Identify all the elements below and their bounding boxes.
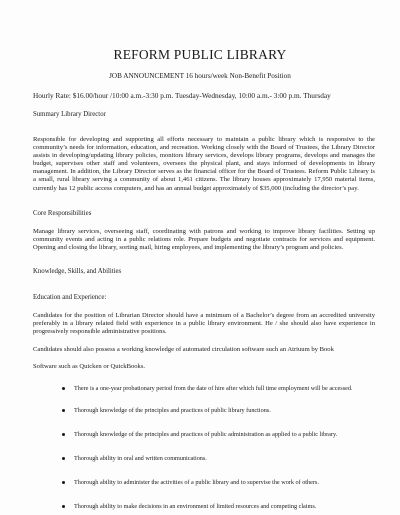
bullet-icon [62,505,65,508]
bullet-icon [62,387,65,390]
core-responsibilities-heading: Core Responsibilities [33,210,92,217]
list-item [62,404,382,418]
job-announcement-line: JOB ANNOUNCEMENT 16 hours/week Non-Benefit Position [109,72,291,80]
core-responsibilities-paragraph: Manage library services, overseeing staff, coordinating with patrons and working to improve library facilities. Setting up community events and acting in a public relations role. Prepare budgets and negotiate contracts for services and equipment. Opening and closing the library, sorting mail, hiring employees, and implementing the library’s program and policies. [33,228,375,252]
list-item [62,500,382,514]
requirements-list [62,382,382,515]
list-item [62,452,382,466]
list-item-text: Thorough ability to make decisions in an environment of limited resources and competing claims. [74,503,317,510]
list-item-text: There is a one-year probationary period from the date of hire after which full time employment will be accessed. [74,385,353,392]
summary-paragraph: Responsible for developing and supporting all efforts necessary to maintain a public library which is responsive to the community’s needs for information, education, and recreation. Working closely with the Board of Trustees, the Library Director assists in developing/updating library policies, monitors library services, develops library programs, develops and manages the budget, supervises other staff and volunteers, oversees the physical plant, and stays informed of developments in library management. In addition, the Library Director serves as the financial officer for the Board of Trustees. Reform Public Library is a small, rural library serving a community of about 1,461 citizens. The library houses approximately 17,950 material items, currently has 12 public access computers, and has an annual budget approximately of $35,000 (including the director’s pay. [33,136,375,192]
bullet-icon [62,409,65,412]
list-item-text: Thorough knowledge of the principles and practices of public administration as applied to a public library. [74,431,338,438]
ksa-heading: Knowledge, Skills, and Abilities [33,268,122,275]
software-line-2: Software such as Quicken or QuickBooks. [33,363,146,370]
bullet-icon [62,457,65,460]
summary-heading: Summary Library Director [33,111,106,118]
list-item [62,428,382,442]
list-item [62,476,382,490]
bullet-icon [62,481,65,484]
software-line-1: Candidates should also possess a working knowledge of automated circulation software such an Atriuum by Book [33,346,334,353]
bullet-icon [62,433,65,436]
list-item-text: Thorough knowledge of the principles and practices of public library functions. [74,407,271,414]
hourly-rate-line: Hourly Rate: $16.00/hour /10:00 a.m.-3:30 p.m. Tuesday-Wednesday, 10:00 a.m.- 3:00 p.m. Thursday [33,91,331,100]
list-item-text: Thorough ability to administer the activities of a public library and to supervise the work of others. [74,479,319,486]
list-item [62,382,382,396]
list-item-text: Thorough ability in oral and written communications. [74,455,207,462]
education-heading: Education and Experience: [33,294,107,301]
education-paragraph: Candidates for the position of Librarian Director should have a minimum of a Bachelor’s degree from an accredited university preferably in a library related field with experience in a public library environment. He / she should also have experience in progressively responsible administrative positions. [33,312,375,336]
document-title: REFORM PUBLIC LIBRARY [113,47,287,62]
